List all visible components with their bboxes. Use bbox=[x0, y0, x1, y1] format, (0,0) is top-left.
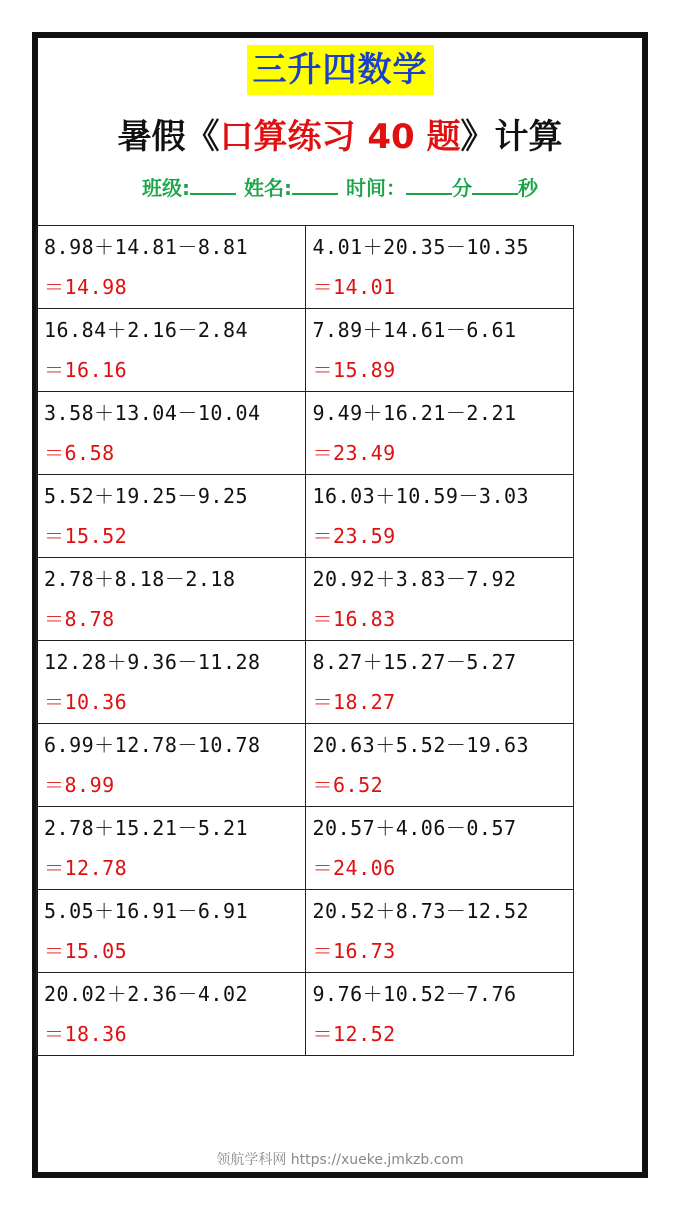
problem-cell bbox=[305, 724, 574, 807]
problem-cell bbox=[305, 309, 574, 392]
problem-answer: ＝12.78 bbox=[44, 856, 128, 880]
problem-cell bbox=[305, 392, 574, 475]
minute-label: 分 bbox=[452, 176, 472, 200]
problem-answer: ＝23.59 bbox=[312, 524, 396, 548]
problem-expression: 6.99＋12.78－10.78 bbox=[44, 733, 261, 757]
problem-answer: ＝6.58 bbox=[44, 441, 115, 465]
name-blank[interactable] bbox=[292, 175, 338, 195]
problem-expression: 16.03＋10.59－3.03 bbox=[312, 484, 530, 508]
problem-answer: ＝24.06 bbox=[312, 856, 396, 880]
student-info-line bbox=[0, 172, 680, 204]
problem-cell bbox=[37, 890, 306, 973]
problem-expression: 3.58＋13.04－10.04 bbox=[44, 401, 261, 425]
problem-cell bbox=[305, 475, 574, 558]
problem-cell bbox=[305, 807, 574, 890]
page-title: 三升四数学 bbox=[247, 45, 434, 95]
problem-row bbox=[37, 641, 574, 724]
footer-watermark: 领航学科网 https://xueke.jmkzb.com bbox=[216, 1152, 464, 1168]
problem-row bbox=[37, 890, 574, 973]
problem-expression: 20.92＋3.83－7.92 bbox=[312, 567, 517, 591]
problem-cell bbox=[305, 973, 574, 1056]
problem-answer: ＝18.36 bbox=[44, 1022, 128, 1046]
class-blank[interactable] bbox=[190, 175, 236, 195]
problem-row bbox=[37, 973, 574, 1056]
problem-row bbox=[37, 724, 574, 807]
problem-row bbox=[37, 392, 574, 475]
problem-answer: ＝16.16 bbox=[44, 358, 128, 382]
problem-cell bbox=[305, 226, 574, 309]
problem-expression: 20.52＋8.73－12.52 bbox=[312, 899, 530, 923]
problem-answer: ＝16.83 bbox=[312, 607, 396, 631]
problem-answer: ＝8.78 bbox=[44, 607, 115, 631]
subtitle-highlight: 口算练习 40 题 bbox=[219, 117, 461, 157]
problem-expression: 7.89＋14.61－6.61 bbox=[312, 318, 517, 342]
subtitle-suffix: 》计算 bbox=[460, 117, 563, 157]
problem-cell bbox=[37, 475, 306, 558]
problem-expression: 20.63＋5.52－19.63 bbox=[312, 733, 530, 757]
minute-blank[interactable] bbox=[406, 175, 452, 195]
problem-expression: 4.01＋20.35－10.35 bbox=[312, 235, 530, 259]
problem-answer: ＝15.05 bbox=[44, 939, 128, 963]
problem-cell bbox=[37, 558, 306, 641]
problem-table bbox=[36, 225, 574, 1056]
problem-answer: ＝15.52 bbox=[44, 524, 128, 548]
problem-cell bbox=[305, 558, 574, 641]
problem-expression: 2.78＋15.21－5.21 bbox=[44, 816, 249, 840]
class-label: 班级: bbox=[142, 176, 190, 200]
name-label: 姓名: bbox=[244, 176, 292, 200]
problem-cell bbox=[305, 641, 574, 724]
problem-cell bbox=[37, 641, 306, 724]
problem-expression: 5.52＋19.25－9.25 bbox=[44, 484, 249, 508]
problem-answer: ＝14.01 bbox=[312, 275, 396, 299]
problem-row bbox=[37, 558, 574, 641]
problem-expression: 9.76＋10.52－7.76 bbox=[312, 982, 517, 1006]
problem-cell bbox=[37, 973, 306, 1056]
problem-answer: ＝18.27 bbox=[312, 690, 396, 714]
problem-expression: 12.28＋9.36－11.28 bbox=[44, 650, 261, 674]
problem-expression: 5.05＋16.91－6.91 bbox=[44, 899, 249, 923]
problem-answer: ＝14.98 bbox=[44, 275, 128, 299]
problem-cell bbox=[37, 724, 306, 807]
second-label: 秒 bbox=[518, 176, 538, 200]
problem-cell bbox=[37, 309, 306, 392]
title-wrap bbox=[0, 45, 680, 95]
problem-expression: 9.49＋16.21－2.21 bbox=[312, 401, 517, 425]
time-label: 时间： bbox=[346, 176, 406, 200]
problem-expression: 20.57＋4.06－0.57 bbox=[312, 816, 517, 840]
second-blank[interactable] bbox=[472, 175, 518, 195]
problem-answer: ＝16.73 bbox=[312, 939, 396, 963]
problem-cell bbox=[37, 807, 306, 890]
problem-expression: 2.78＋8.18－2.18 bbox=[44, 567, 236, 591]
problem-answer: ＝6.52 bbox=[312, 773, 384, 797]
problem-cell bbox=[305, 890, 574, 973]
problem-answer: ＝15.89 bbox=[312, 358, 396, 382]
problem-row bbox=[37, 807, 574, 890]
problem-expression: 20.02＋2.36－4.02 bbox=[44, 982, 249, 1006]
page-subtitle bbox=[0, 112, 680, 162]
problem-cell bbox=[37, 392, 306, 475]
problem-row bbox=[37, 475, 574, 558]
problem-row bbox=[37, 309, 574, 392]
problem-expression: 16.84＋2.16－2.84 bbox=[44, 318, 249, 342]
subtitle-prefix: 暑假《 bbox=[117, 117, 220, 157]
problem-answer: ＝8.99 bbox=[44, 773, 115, 797]
problem-answer: ＝10.36 bbox=[44, 690, 128, 714]
problem-expression: 8.98＋14.81－8.81 bbox=[44, 235, 249, 259]
problem-answer: ＝23.49 bbox=[312, 441, 396, 465]
problem-row bbox=[37, 226, 574, 309]
problem-cell bbox=[37, 226, 306, 309]
problem-expression: 8.27＋15.27－5.27 bbox=[312, 650, 517, 674]
problem-answer: ＝12.52 bbox=[312, 1022, 396, 1046]
